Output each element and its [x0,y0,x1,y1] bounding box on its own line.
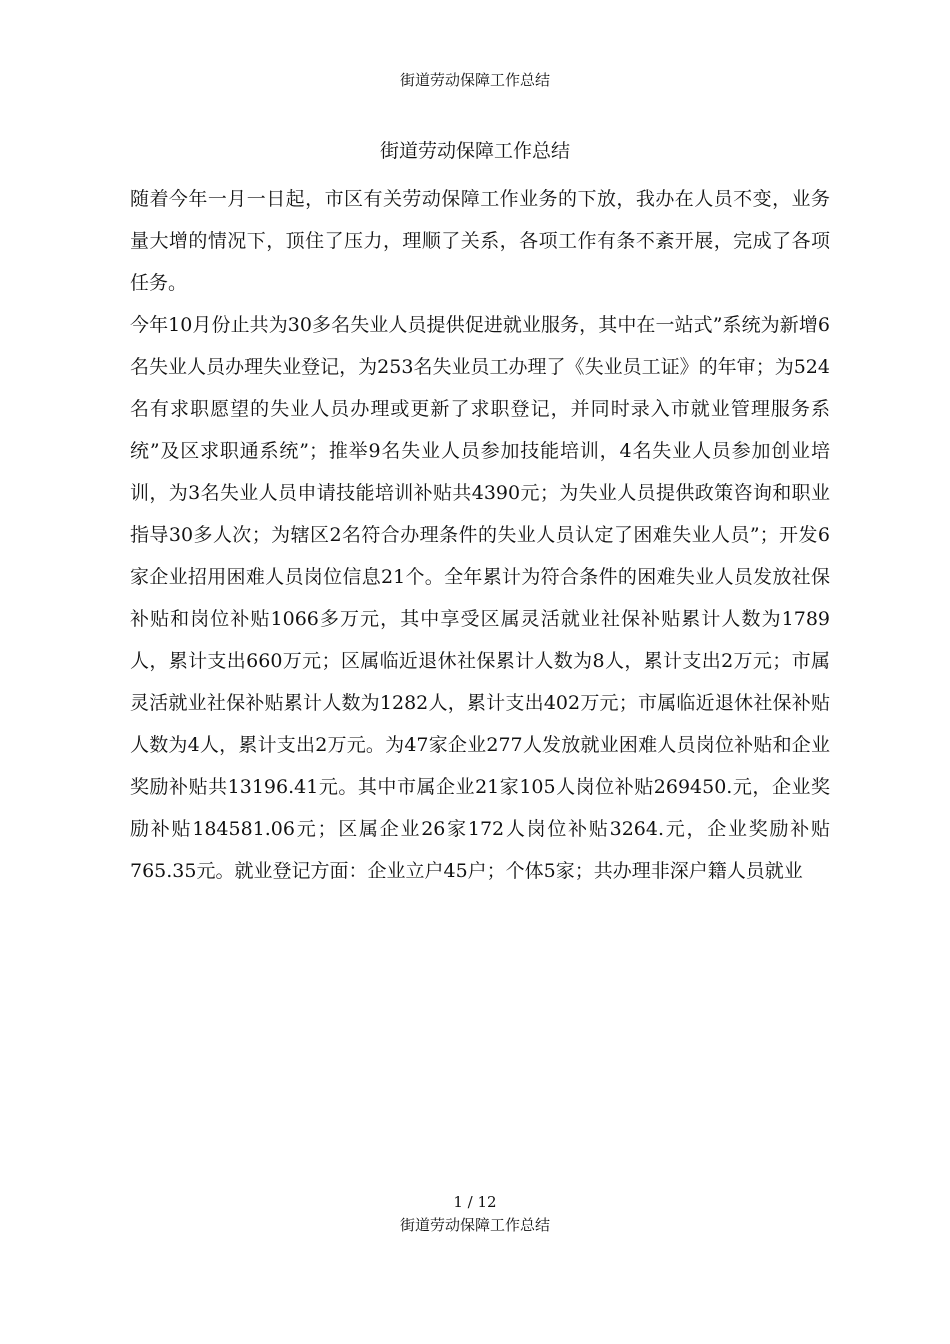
document-body [130,178,830,892]
document-title: 街道劳动保障工作总结 [379,140,570,162]
paragraph-intro: 随着今年一月一日起，市区有关劳动保障工作业务的下放，我办在人员不变，业务量大增的情况下，顶住了压力，理顺了关系，各项工作有条不紊开展，完成了各项任务。 [130,188,830,294]
page-header: 街道劳动保障工作总结 [399,71,550,89]
page-number: 1 / 12 [453,1193,497,1211]
paragraph-employment-services: 今年10月份止共为30多名失业人员提供促进就业服务，其中在一站式”系统为新增6名失业人员办理失业登记，为253名失业员工办理了《失业员工证》的年审；为524名有求职愿望的失业人员办理或更新了求职登记，并同时录入市就业管理服务系统”及区求职通系统”；推举9名失业人员参加技能培训，4名失业人员参加创业培训，为3名失业人员申请技能培训补贴共4390元；为失业人员提供政策咨询和职业指导30多人次；为辖区2名符合办理条件的失业人员认定了困难失业人员”；开发6家企业招用困难人员岗位信息21个。全年累计为符合条件的困难失业人员发放社保补贴和岗位补贴1066多万元，其中享受区属灵活就业社保补贴累计人数为1789人，累计支出660万元；区属临近退休社保累计人数为8人，累计支出2万元；市属灵活就业社保补贴累计人数为1282人，累计支出402万元；市属临近退休社保补贴人数为4人，累计支出2万元。为47家企业277人发放就业困难人员岗位补贴和企业奖励补贴共13196.41元。其中市属企业21家105人岗位补贴269450.元，企业奖励补贴184581.06元；区属企业26家172人岗位补贴3264.元，企业奖励补贴765.35元。就业登记方面：企业立户45户；个体5家；共办理非深户籍人员就业 [130,314,830,882]
next-page-header: 街道劳动保障工作总结 [399,1216,550,1234]
